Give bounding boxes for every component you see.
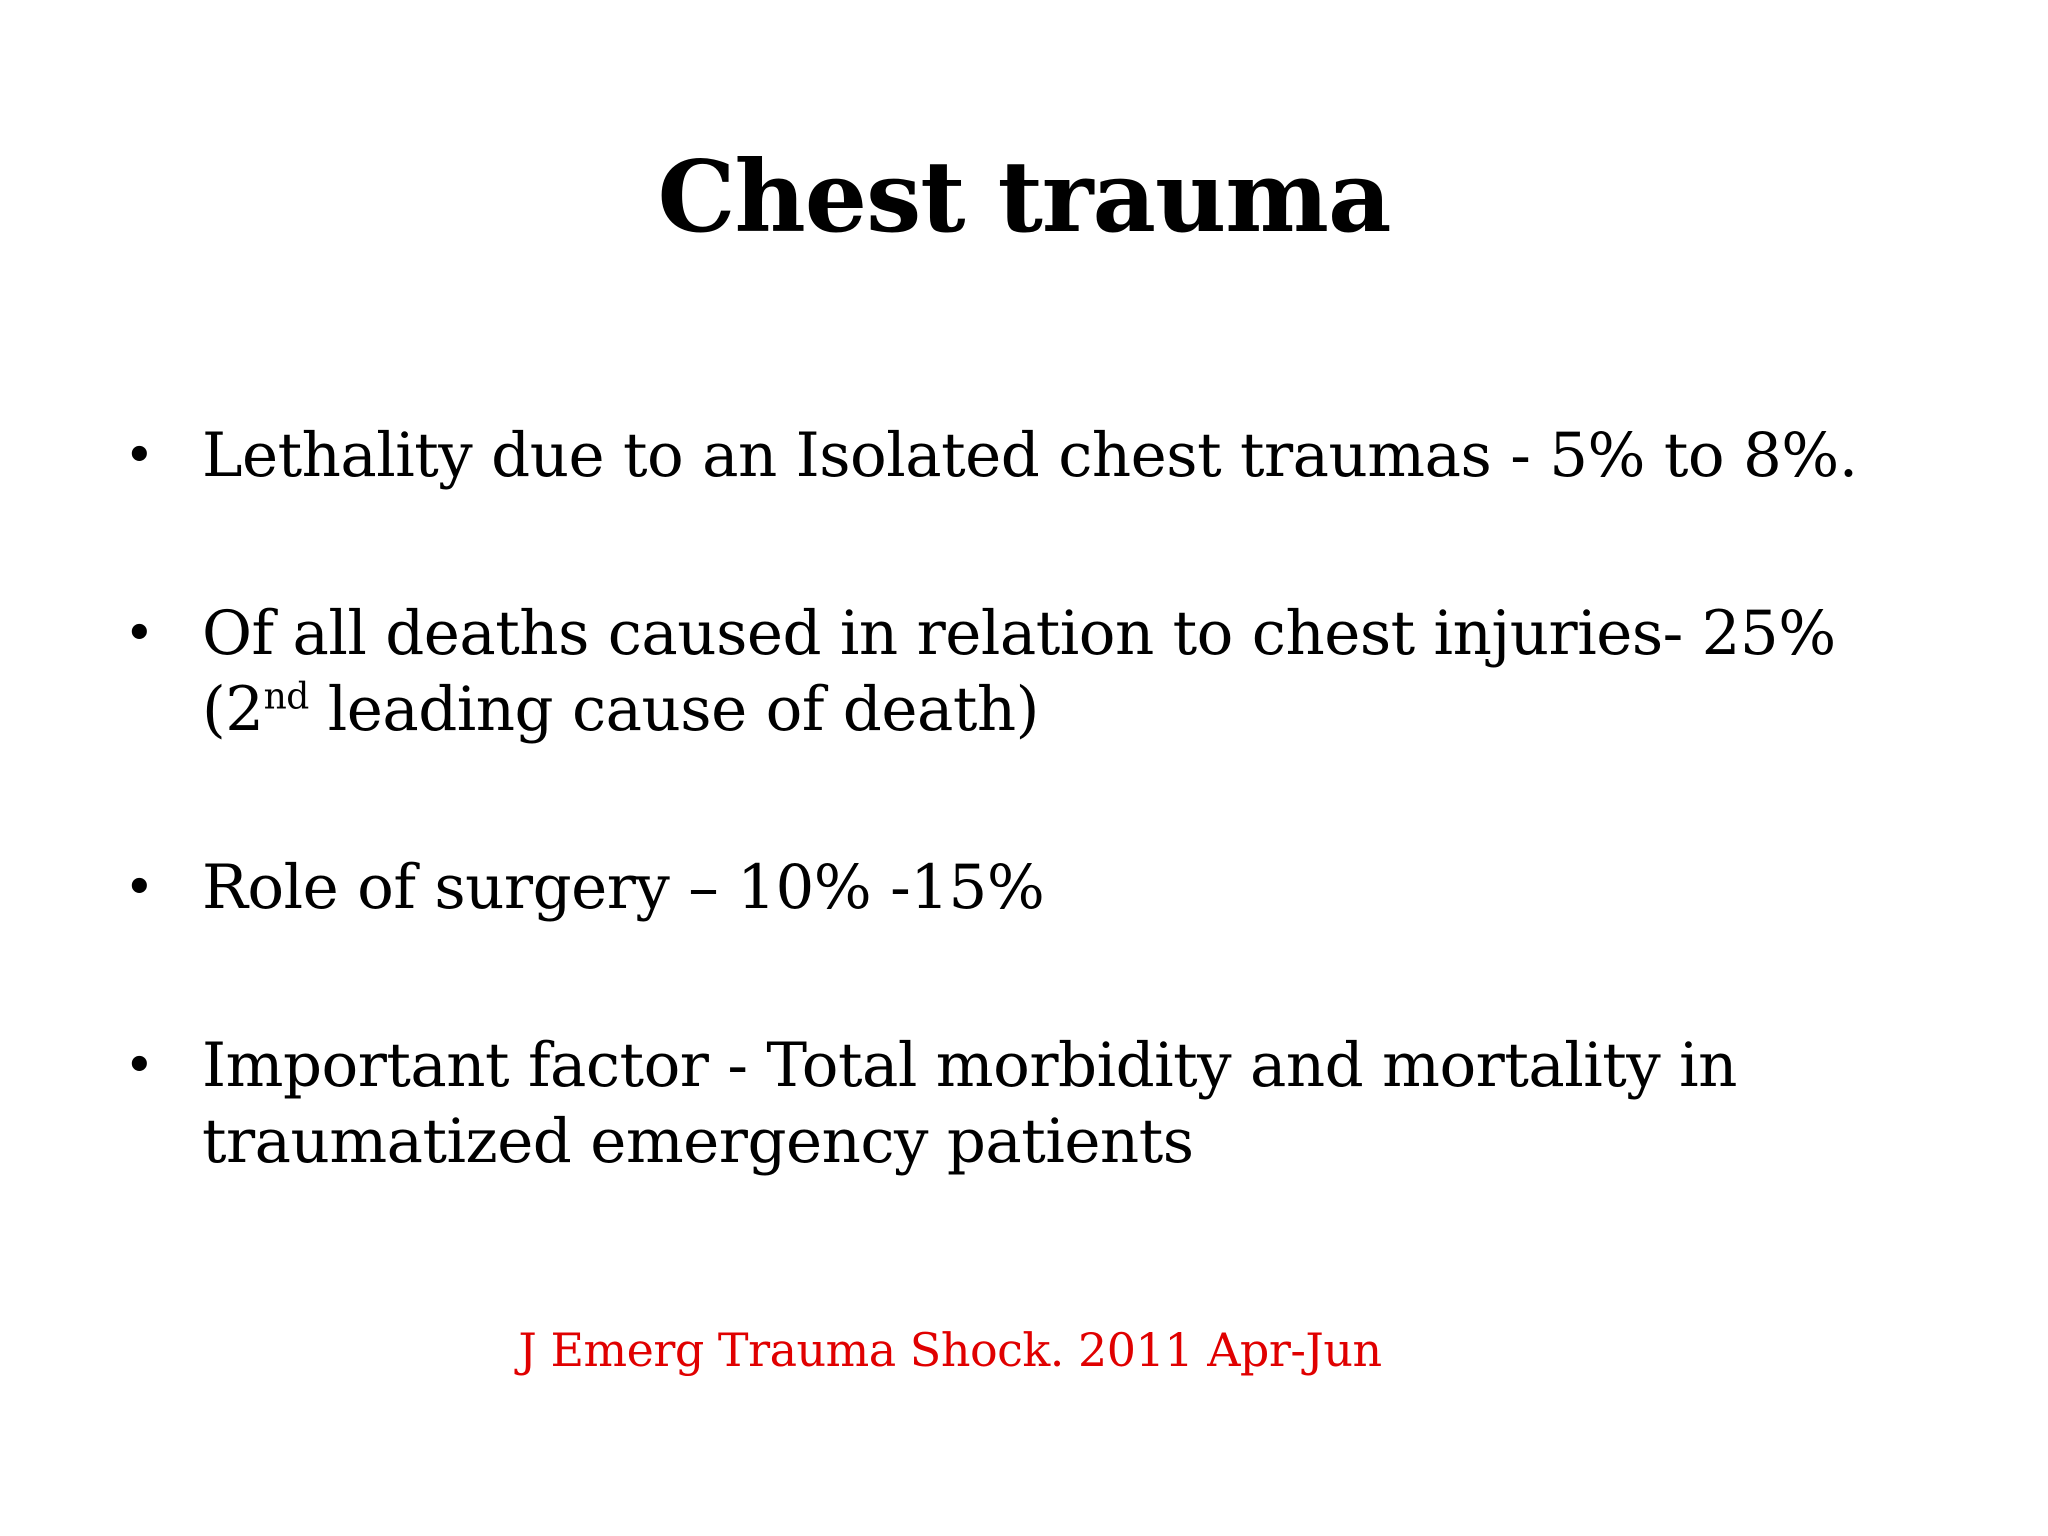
bullet-text-line2-prefix: (2 [202, 674, 264, 745]
bullet-text-line2: traumatized emergency patients [202, 1106, 1194, 1177]
bullet-dot: • [124, 604, 155, 664]
bullet-item-important-factor [118, 1028, 1968, 1180]
bullet-item-lethality [118, 418, 1968, 494]
bullet-text-line2-suffix: leading cause of death) [308, 674, 1039, 745]
bullet-dot: • [124, 426, 155, 486]
bullet-text-line1: Of all deaths caused in relation to chest injuries- 25% [202, 598, 1836, 669]
bullet-dot: • [124, 858, 155, 918]
citation: J Emerg Trauma Shock. 2011 Apr-Jun [518, 1323, 1382, 1377]
bullet-list [118, 418, 1968, 1180]
bullet-text-line1: Important factor - Total morbidity and mortality in [202, 1030, 1737, 1101]
slide-title: Chest trauma [657, 140, 1391, 255]
bullet-text: Role of surgery – 10% -15% [202, 852, 1045, 923]
ordinal-superscript: nd [263, 676, 309, 718]
bullet-item-deaths [118, 596, 1968, 748]
bullet-text: Lethality due to an Isolated chest traumas - 5% to 8%. [202, 420, 1858, 491]
bullet-item-surgery [118, 850, 1968, 926]
bullet-dot: • [124, 1036, 155, 1096]
